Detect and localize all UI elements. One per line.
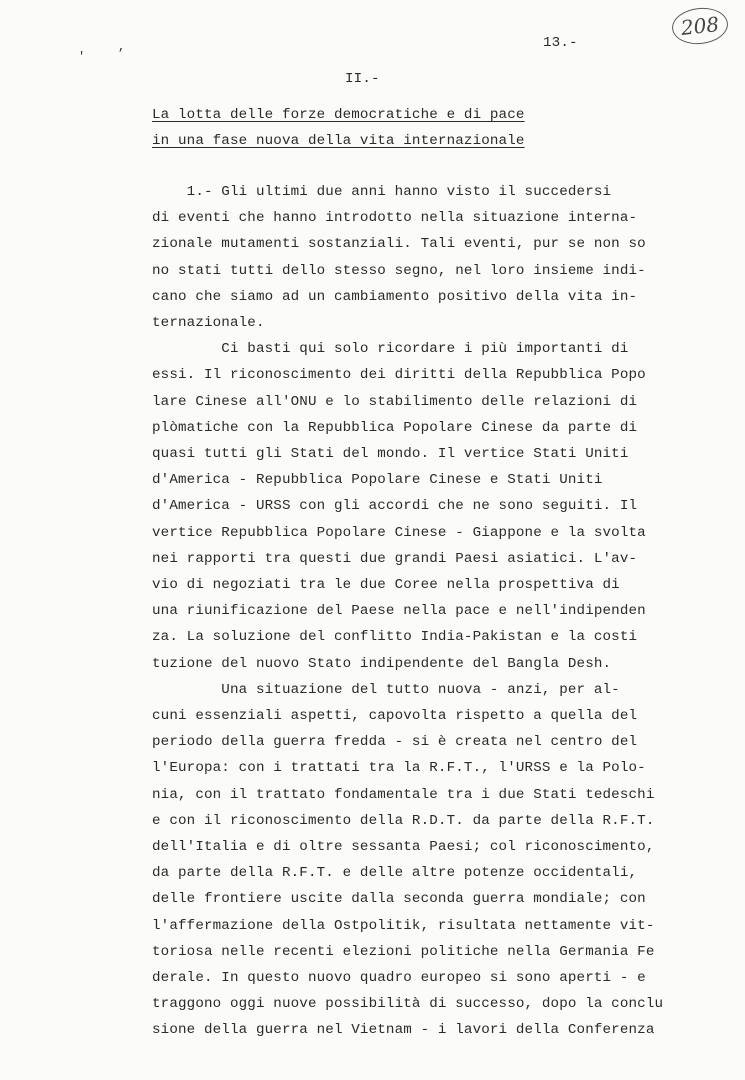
body-line: plòmatiche con la Repubblica Popolare Cinese da parte di <box>152 419 638 436</box>
body-line: periodo della guerra fredda - si è creata nel centro del <box>152 734 638 751</box>
body-line: da parte della R.F.T. e delle altre potenze occidentali, <box>152 865 638 882</box>
body-line: Ci basti qui solo ricordare i più importanti di <box>152 341 629 358</box>
body-line: quasi tutti gli Stati del mondo. Il vertice Stati Uniti <box>152 446 629 462</box>
body-line: toriosa nelle recenti elezioni politiche nella Germania Fe <box>152 943 655 960</box>
body-line: e con il riconoscimento della R.D.T. da parte della R.F.T. <box>152 812 655 829</box>
body-line: d'America - Repubblica Popolare Cinese e Stati Uniti <box>152 472 603 489</box>
body-line: vertice Repubblica Popolare Cinese - Giappone e la svolta <box>152 524 646 541</box>
body-line: di eventi che hanno introdotto nella situazione interna- <box>152 210 638 227</box>
title-line: La lotta delle forze democratiche e di pace <box>152 107 525 123</box>
body-line: 1.- Gli ultimi due anni hanno visto il succedersi <box>152 184 612 200</box>
body-line: essi. Il riconoscimento dei diritti della Repubblica Popo <box>152 367 646 384</box>
body-line: nia, con il trattato fondamentale tra i due Stati tedeschi <box>152 786 655 803</box>
body-line: cano che siamo ad un cambiamento positivo della vita in- <box>152 288 638 305</box>
body-line: zionale mutamenti sostanziali. Tali eventi, pur se non so <box>152 236 646 253</box>
body-line: ternazionale. <box>152 315 265 331</box>
body-line: lare Cinese all'ONU e lo stabilimento delle relazioni di <box>152 393 638 410</box>
body-line: una riunificazione del Paese nella pace e nell'indipenden <box>152 603 646 620</box>
body-line: nei rapporti tra questi due grandi Paesi asiatici. L'av- <box>152 550 638 567</box>
margin-tick: , <box>118 40 126 54</box>
body-line: Una situazione del tutto nuova - anzi, per al- <box>152 681 620 698</box>
chapter-heading: II.- <box>345 71 380 87</box>
body-line: traggono oggi nuove possibilità di successo, dopo la conclu <box>152 996 664 1013</box>
body-line: vio di negoziati tra le due Coree nella prospettiva di <box>152 577 620 593</box>
body-line: tuzione del nuovo Stato indipendente del Bangla Desh. <box>152 655 612 672</box>
archive-stamp-number: 208 <box>670 5 729 47</box>
page-number: 13.- <box>543 35 578 51</box>
margin-tick: ' <box>78 50 86 64</box>
title-line: in una fase nuova della vita internazionale <box>152 133 525 149</box>
body-line: sione della guerra nel Vietnam - i lavori della Conferenza <box>152 1022 655 1039</box>
body-line: delle frontiere uscite dalla seconda guerra mondiale; con <box>152 891 646 908</box>
body-line: za. La soluzione del conflitto India-Pakistan e la costi <box>152 629 638 646</box>
body-line: d'America - URSS con gli accordi che ne sono seguiti. Il <box>152 498 638 515</box>
body-line: l'Europa: con i trattati tra la R.F.T., l'URSS e la Polo- <box>152 760 646 777</box>
body-line: cuni essenziali aspetti, capovolta rispetto a quella del <box>152 708 638 724</box>
body-line: dell'Italia e di oltre sessanta Paesi; col riconoscimento, <box>152 839 655 855</box>
body-line: no stati tutti dello stesso segno, nel loro insieme indi- <box>152 262 646 279</box>
body-line: derale. In questo nuovo quadro europeo si sono aperti - e <box>152 970 646 986</box>
body-line: l'affermazione della Ostpolitik, risultata nettamente vit- <box>152 917 655 934</box>
